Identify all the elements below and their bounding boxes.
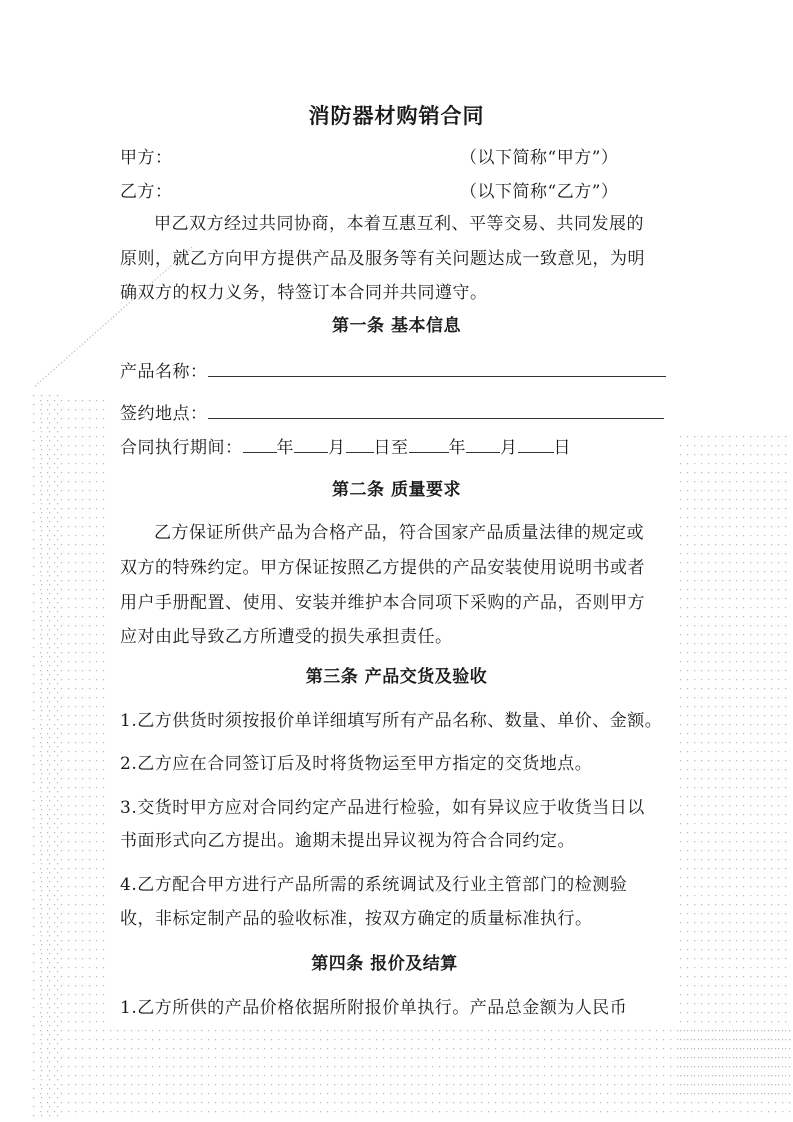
- article-2-line-3: 用户手册配置、使用、安装并维护本合同项下采购的产品，否则甲方: [120, 593, 645, 613]
- start-year-blank[interactable]: [243, 434, 277, 453]
- article-3-item-4-line-2: 收，非标定制产品的验收标准，按双方确定的质量标准执行。: [120, 909, 593, 929]
- article-1-heading: 第一条 基本信息: [332, 316, 461, 336]
- product-name-label: 产品名称：: [120, 362, 208, 382]
- end-year-blank[interactable]: [409, 434, 449, 453]
- party-a-label: 甲方：: [120, 148, 173, 168]
- start-month-blank[interactable]: [294, 434, 328, 453]
- article-3-item-3-line-2: 书面形式向乙方提出。逾期未提出异议视为符合合同约定。: [120, 831, 575, 851]
- sign-place-row: [120, 400, 664, 426]
- article-2-line-1: 乙方保证所供产品为合格产品，符合国家产品质量法律的规定或: [154, 523, 644, 543]
- article-4-item-1: 1.乙方所供的产品价格依据所附报价单执行。产品总金额为人民币: [120, 998, 628, 1018]
- product-name-blank[interactable]: [208, 358, 666, 377]
- day-to-label: 日至: [373, 438, 409, 458]
- article-2-heading: 第二条 质量要求: [332, 480, 461, 500]
- period-label: 合同执行期间：: [120, 438, 243, 458]
- article-4-heading: 第四条 报价及结算: [311, 954, 458, 974]
- end-month-blank[interactable]: [466, 434, 500, 453]
- party-a-note: （以下简称“甲方”）: [460, 148, 619, 168]
- party-b-note: （以下简称“乙方”）: [460, 182, 619, 202]
- article-3-item-1: 1.乙方供货时须按报价单详细填写所有产品名称、数量、单价、金额。: [120, 711, 663, 731]
- end-year-label: 年: [448, 438, 466, 458]
- year-label: 年: [276, 438, 294, 458]
- intro-line-3: 确双方的权力义务，特签订本合同并共同遵守。: [120, 283, 488, 303]
- start-day-blank[interactable]: [346, 434, 374, 453]
- article-2-line-4: 应对由此导致乙方所遭受的损失承担责任。: [120, 627, 453, 647]
- article-3-item-2: 2.乙方应在合同签订后及时将货物运至甲方指定的交货地点。: [120, 754, 593, 774]
- sign-place-blank[interactable]: [208, 400, 664, 419]
- article-2-line-2: 双方的特殊约定。甲方保证按照乙方提供的产品安装使用说明书或者: [120, 558, 645, 578]
- end-day-blank[interactable]: [518, 434, 554, 453]
- month-label: 月: [328, 438, 346, 458]
- product-name-row: [120, 358, 666, 384]
- page-title: 消防器材购销合同: [308, 103, 485, 128]
- end-day-label: 日: [553, 438, 571, 458]
- end-month-label: 月: [500, 438, 518, 458]
- intro-line-1: 甲乙双方经过共同协商，本着互惠互利、平等交易、共同发展的: [154, 214, 644, 234]
- article-3-item-4-line-1: 4.乙方配合甲方进行产品所需的系统调试及行业主管部门的检测验: [120, 875, 628, 895]
- intro-line-2: 原则，就乙方向甲方提供产品及服务等有关问题达成一致意见，为明: [120, 249, 645, 269]
- sign-place-label: 签约地点：: [120, 404, 208, 424]
- contract-period-row: [120, 434, 571, 460]
- article-3-item-3-line-1: 3.交货时甲方应对合同约定产品进行检验，如有异议应于收货当日以: [120, 798, 645, 818]
- article-3-heading: 第三条 产品交货及验收: [305, 667, 488, 687]
- party-b-label: 乙方：: [120, 182, 173, 202]
